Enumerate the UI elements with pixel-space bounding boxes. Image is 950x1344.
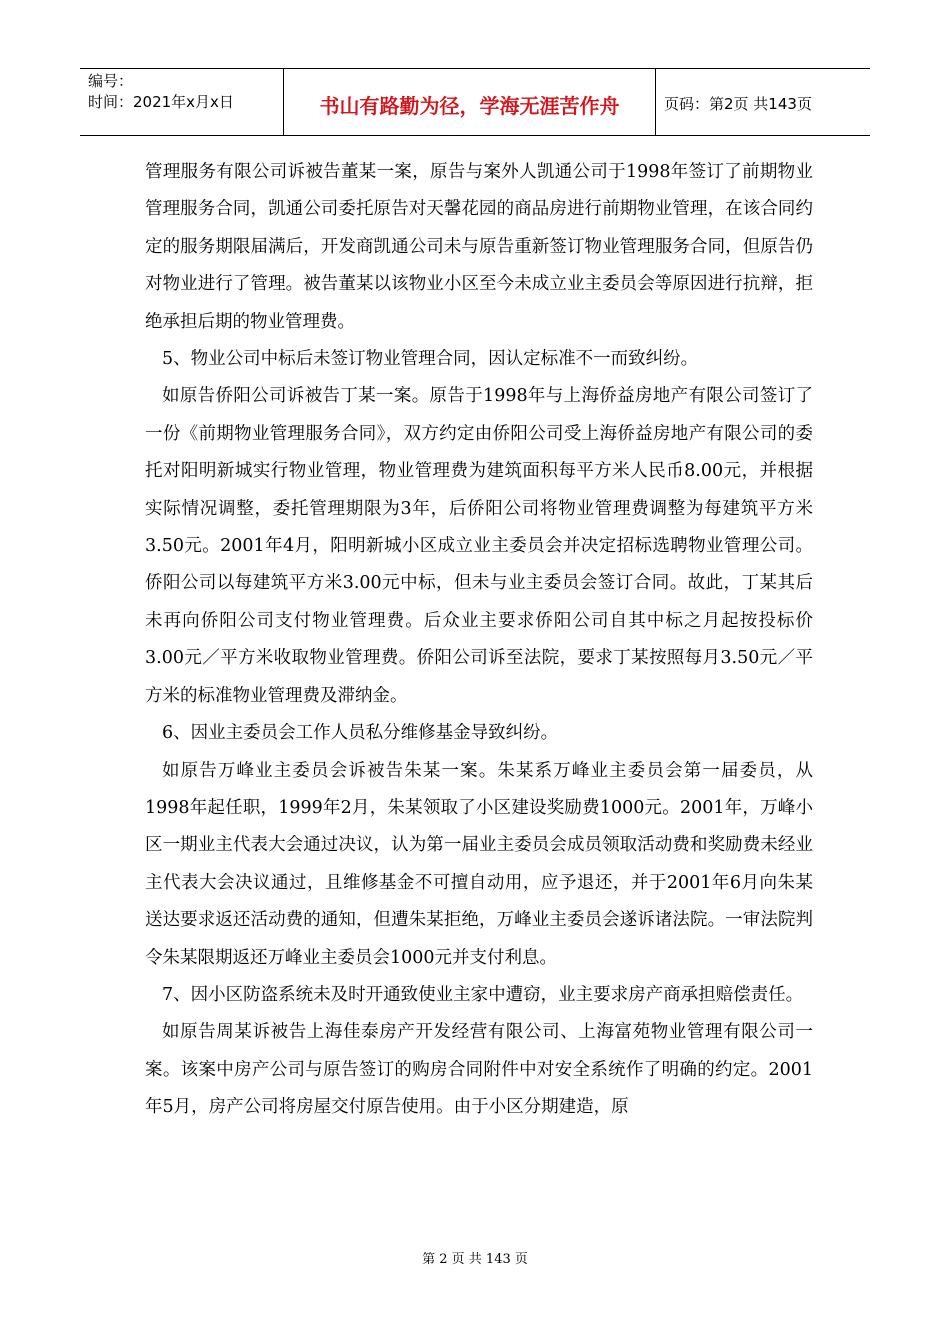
page-footer: 第 2 页 共 143 页: [422, 1252, 528, 1267]
page-header: [80, 68, 870, 136]
document-date: 时间：2021年x月x日: [88, 93, 234, 111]
header-meta: [80, 69, 284, 135]
document-body: [145, 154, 813, 1127]
paragraph: 如原告侨阳公司诉被告丁某一案。原告于1998年与上海侨益房地产有限公司签订了一份《前期物业管理服务合同》，双方约定由侨阳公司受上海侨益房地产有限公司的委托对阳明新城实行物业管理，物业管理费为建筑面积每平方米人民币8.00元，并根据实际情况调整，委托管理期限为3年，后侨阳公司将物业管理费调整为每建筑平方米3.50元。2001年4月，阳明新城小区成立业主委员会并决定招标选聘物业管理公司。侨阳公司以每建筑平方米3.00元中标，但未与业主委员会签订合同。故此，丁某其后未再向侨阳公司支付物业管理费。后众业主要求侨阳公司自其中标之月起按投标价3.00元／平方米收取物业管理费。侨阳公司诉至法院，要求丁某按照每月3.50元／平方米的标准物业管理费及滞纳金。: [145, 386, 813, 706]
header-motto: 书山有路勤为径，学海无涯苦作舟: [284, 69, 656, 135]
section-heading: 7、因小区防盗系统未及时开通致使业主家中遭窃，业主要求房产商承担赔偿责任。: [162, 984, 804, 1005]
document-number-label: 编号：: [88, 72, 134, 90]
paragraph: 如原告万峰业主委员会诉被告朱某一案。朱某系万峰业主委员会第一届委员，从1998年起任职，1999年2月，朱某领取了小区建设奖励费1000元。2001年，万峰小区一期业主代表大会通过决议，认为第一届业主委员会成员领取活动费和奖励费未经业主代表大会决议通过，且维修基金不可擅自动用，应予退还，并于2001年6月向朱某送达要求返还活动费的通知，但遭朱某拒绝，万峰业主委员会遂诉诸法院。一审法院判令朱某限期返还万峰业主委员会1000元并支付利息。: [145, 760, 813, 968]
header-page-info: 页码：第2页 共143页: [664, 94, 812, 113]
paragraph: 如原告周某诉被告上海佳泰房产开发经营有限公司、上海富苑物业管理有限公司一案。该案中房产公司与原告签订的购房合同附件中对安全系统作了明确的约定。2001年5月，房产公司将房屋交付原告使用。由于小区分期建造，原: [145, 1022, 813, 1118]
section-heading: 6、因业主委员会工作人员私分维修基金导致纠纷。: [162, 723, 559, 744]
paragraph: 管理服务有限公司诉被告董某一案，原告与案外人凯通公司于1998年签订了前期物业管理服务合同，凯通公司委托原告对天馨花园的商品房进行前期物业管理，在该合同约定的服务期限届满后，开发商凯通公司未与原告重新签订物业管理服务合同，但原告仍对物业进行了管理。被告董某以该物业小区至今未成立业主委员会等原因进行抗辩，拒绝承担后期的物业管理费。: [145, 162, 813, 332]
section-heading: 5、物业公司中标后未签订物业管理合同，因认定标准不一而致纠纷。: [162, 349, 699, 370]
